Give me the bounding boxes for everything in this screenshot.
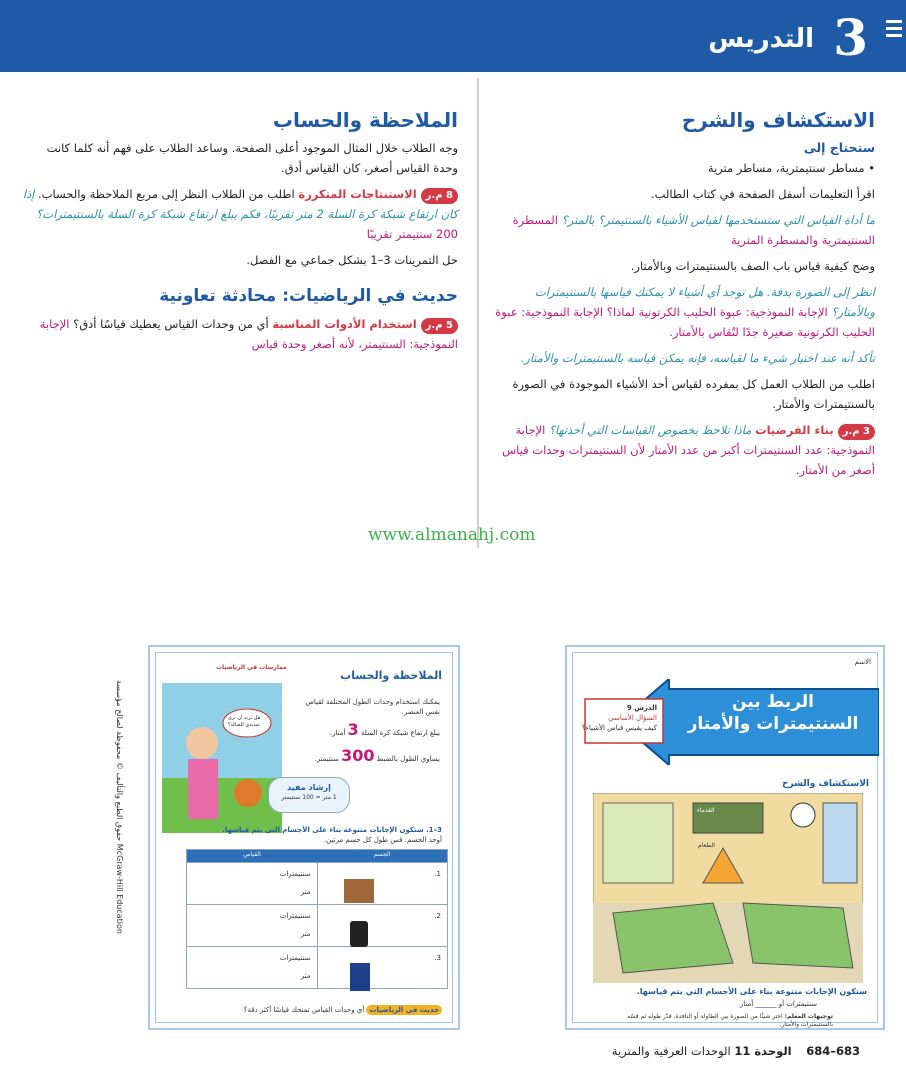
note: تأكد أنه عند اختيار شيء ما لقياسه، فإنه يمكن قياسه بالسنتيمترات والأمتار. xyxy=(520,351,875,365)
lesson-number: الدرس 9 xyxy=(626,704,657,712)
observe-column xyxy=(20,106,458,360)
fill-cm: سنتيمترات أو xyxy=(778,1000,817,1008)
materials-title: ستحتاج إلى xyxy=(803,140,875,155)
measure-cell xyxy=(187,905,317,946)
question-block xyxy=(495,282,875,342)
table-row xyxy=(187,862,447,904)
instruction: اطلب من الطلاب النظر إلى مربع الملاحظة والحساب. xyxy=(38,187,295,201)
object-cell xyxy=(317,905,448,946)
hint-text: 1 متر = 100 سنتيمتر xyxy=(281,794,337,801)
length-cm-unit: سنتيمتر. xyxy=(314,755,339,763)
lesson-title: الربط بين السنتيمترات والأمتار xyxy=(687,692,859,734)
height-meters-value: 3 xyxy=(347,720,359,739)
thumbnail-frame xyxy=(572,652,878,1028)
practice-block xyxy=(20,184,458,244)
col-measure: القياس xyxy=(243,851,261,858)
cm-blank: سنتيمترات xyxy=(279,870,311,878)
paragraph: وجه الطلاب خلال المثال الموجود أعلى الصفحة. وساعد الطلاب على فهم أنه كلما كانت وحدة القياس أصغر، كان القياس أدق. xyxy=(46,141,458,175)
measure-cell xyxy=(187,863,317,904)
teacher-directions xyxy=(623,1013,833,1029)
student-page-thumbnail-right xyxy=(565,645,885,1030)
credit-text: حقوق الطبع والتأليف © محفوظة لصالح مؤسسة McGraw-Hill Education xyxy=(115,680,124,934)
practice-badge: 8 م.ر xyxy=(421,188,458,204)
watermark: www.almanahj.com xyxy=(368,525,536,545)
poster-label: الطعام xyxy=(698,842,715,849)
explore-heading: الاستكشاف والشرح xyxy=(681,108,875,132)
board-label: القدماء xyxy=(697,807,715,814)
practice-block xyxy=(20,314,458,354)
m-blank: متر xyxy=(300,930,311,938)
practice-tab: ممارسات في الرياضيات xyxy=(216,664,287,671)
column-divider xyxy=(477,78,479,548)
explore-column xyxy=(495,106,875,486)
m-blank: متر xyxy=(300,972,311,980)
unit-title: الوحدات العرفية والمترية xyxy=(611,1044,731,1058)
row-number: 3. xyxy=(434,954,441,962)
cabinet-icon xyxy=(344,879,374,903)
section-label: الاستكشاف والشرح xyxy=(782,779,869,789)
speech-bubble: هل تريد أن ترى تمديدي للصالة؟ xyxy=(227,715,261,728)
menu-lines-icon xyxy=(886,20,902,41)
measure-cell xyxy=(187,947,317,988)
question: ماذا تلاحظ بخصوص القياسات التي أخذتها؟ xyxy=(548,423,752,437)
copyright-credit xyxy=(112,680,126,934)
lesson-card xyxy=(581,703,657,733)
answer: المسطرة السنتيمترية والمسطرة المترية xyxy=(512,213,875,247)
length-prefix: يساوي الطول بالضبط xyxy=(376,755,440,763)
hint-cloud xyxy=(268,777,350,813)
essential-question-label: السؤال الأساسي xyxy=(608,714,657,722)
hint-title: إرشاد مفيد xyxy=(287,783,331,792)
cm-blank: سنتيمترات xyxy=(279,912,311,920)
section-number: 3 xyxy=(833,8,868,67)
exercise-title: 3–1. ستكون الإجابات متنوعة بناء على الأجسام التي يتم قياسها. xyxy=(222,826,442,834)
chapter-header xyxy=(0,0,906,72)
math-talk-line xyxy=(152,1005,442,1015)
answer: الإجابة النموذجية: السنتيمتر، لأنه أصغر وحدة قياس xyxy=(39,317,458,351)
practice-title: استخدام الأدوات المناسبة xyxy=(272,317,417,331)
paragraph: حل التمرينات 3–1 بشكل جماعي مع الفصل. xyxy=(246,253,458,267)
height-meters-unit: أمتار. xyxy=(329,729,346,737)
math-talk-question: أي وحدات القياس تمنحك قياسًا أكثر دقة؟ xyxy=(243,1006,365,1014)
section-title: التدريس xyxy=(708,24,814,54)
observe-intro: يمكنك استخدام وحدات الطول المختلفة لقياس نفس العنصر. xyxy=(305,698,440,716)
height-prefix: يبلغ ارتفاع شبكة كرة السلة xyxy=(361,729,440,737)
answer-prompt: ستكون الإجابات متنوعة بناء على الأجسام التي يتم قياسها. xyxy=(636,987,867,996)
table-row xyxy=(187,904,447,946)
cm-blank: سنتيمترات xyxy=(279,954,311,962)
observe-heading: الملاحظة والحساب xyxy=(272,108,458,132)
paragraph: اقرأ التعليمات أسفل الصفحة في كتاب الطالب. xyxy=(650,187,875,201)
table-row xyxy=(187,946,447,988)
page-footer xyxy=(590,1044,860,1058)
essential-question: كيف يقيس قياس الأشياء؟ xyxy=(581,724,657,732)
question: ما أداة القياس التي ستستخدمها لقياس الأشياء بالسنتيمتر؟ بالمتر؟ xyxy=(561,213,875,227)
unit-label: الوحدة 11 xyxy=(734,1044,792,1058)
file-cabinet-icon xyxy=(350,963,370,991)
page-range: 683–684 xyxy=(806,1044,860,1058)
length-cm-value: 300 xyxy=(341,746,375,765)
classroom-illustration xyxy=(593,793,863,983)
practice-title: الاستنتاجات المتكررة xyxy=(298,187,417,201)
table-header xyxy=(187,850,447,862)
answer: الإجابة النموذجية: عبوة الحليب الكرتونية لماذا؟ الإجابة النموذجية: عبوة الحليب الكرتونية صغيرة جدًا لتُقاس بالأمتار. xyxy=(495,305,875,339)
observe-title: الملاحظة والحساب xyxy=(340,669,442,682)
exercise-subtitle: أوجد الجسم. قس طول كل جسم مرتين. xyxy=(323,836,442,844)
practice-title: بناء الفرضيات xyxy=(755,423,834,437)
question: أي من وحدات القياس يعطيك قياسًا أدق؟ xyxy=(73,317,269,331)
object-cell xyxy=(317,947,448,988)
practice-badge: 3 م.ر xyxy=(838,424,875,440)
answer: الإجابة النموذجية: عدد السنتيمترات أكبر من عدد الأمتار لأن السنتيمترات وحدات قياس أصغر من الأمتار. xyxy=(502,423,875,477)
teacher-text: اختر شيئًا من الصورة بين الطاولة أو النافذة، قدّر طوله ثم قسّه بالسنتيمترات والأمتار. xyxy=(627,1013,833,1028)
fill-m: أمتار xyxy=(739,1000,754,1008)
question: إذا كان ارتفاع شبكة كرة السلة 2 متر تقريبًا، فكم يبلغ ارتفاع شبكة كرة السلة بالسنتيمترات؟ xyxy=(22,187,458,221)
object-cell xyxy=(317,863,448,904)
length-line xyxy=(280,746,440,765)
fill-in-line: سنتيمترات أو ______ أمتار xyxy=(739,1000,817,1008)
name-label: الاسم xyxy=(854,658,871,666)
math-talk-heading: حديث في الرياضيات: محادثة تعاونية xyxy=(159,286,458,306)
girl-basketball-photo xyxy=(162,683,282,833)
thumbnail-frame xyxy=(155,652,453,1023)
answer: 200 سنتيمتر تقريبًا xyxy=(366,227,458,241)
paragraph: اطلب من الطلاب العمل كل بمفرده لقياس أحد الأشياء الموجودة في الصورة بالسنتيمترات والأمتار. xyxy=(512,377,875,411)
math-talk-label: حديث في الرياضيات xyxy=(366,1005,442,1015)
m-blank: متر xyxy=(300,888,311,896)
student-page-thumbnail-left xyxy=(148,645,460,1030)
practice-badge: 5 م.ر xyxy=(421,318,458,334)
col-object: الجسم xyxy=(373,851,391,858)
paragraph: وضح كيفية قياس باب الصف بالسنتيمترات وبالأمتار. xyxy=(630,259,875,273)
measure-table xyxy=(186,849,448,989)
question: انظر إلى الصورة بدقة. هل توجد أي أشياء لا يمكنك قياسها بالسنتيمترات وبالأمتار؟ xyxy=(534,285,875,319)
row-number: 1. xyxy=(434,870,441,878)
practice-block xyxy=(495,420,875,480)
teacher-label: توجيهات المعلم: xyxy=(784,1013,833,1020)
height-line xyxy=(280,720,440,739)
question-block xyxy=(495,210,875,250)
row-number: 2. xyxy=(434,912,441,920)
materials-list: • مساطر سنتيمترية، مساطر مترية xyxy=(707,161,875,175)
chair-icon xyxy=(350,921,368,947)
